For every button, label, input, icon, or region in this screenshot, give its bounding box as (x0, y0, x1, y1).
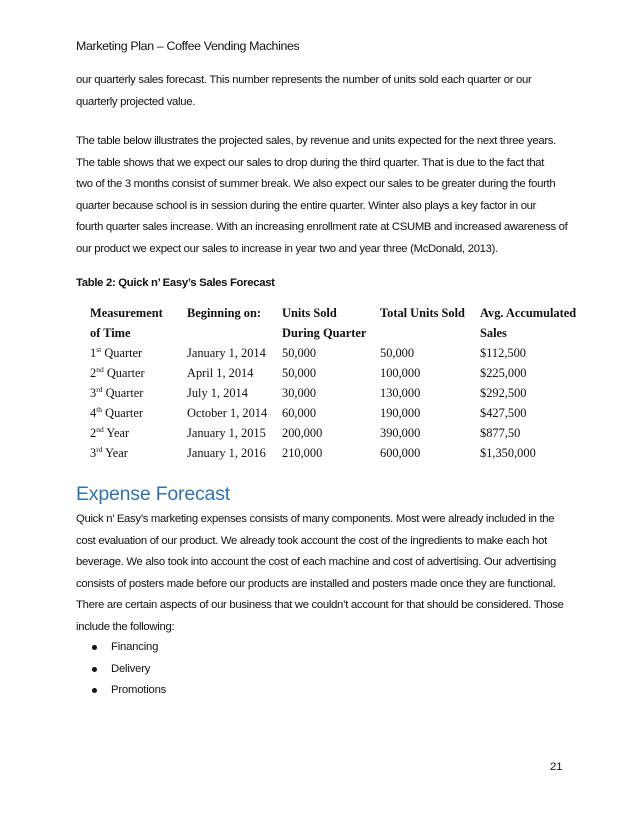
table-header-row (90, 303, 590, 343)
header-cell: Avg. Accumulated Sales (480, 306, 577, 340)
table-row (90, 383, 590, 403)
header-cell: Total Units Sold (380, 306, 465, 320)
text-line: quarter because school is in session during the entire quarter. Winter also plays a key factor in our (76, 199, 537, 212)
total-cell: 390,000 (380, 425, 421, 440)
beginning-cell: July 1, 2014 (187, 385, 248, 400)
units-cell: 30,000 (282, 385, 317, 400)
bullet-icon (92, 645, 97, 650)
text-line: The table below illustrates the projected sales, by revenue and units expected for the next three years. (76, 135, 556, 147)
sales-forecast-table (90, 303, 590, 463)
table-caption: Table 2: Quick n’ Easy’s Sales Forecast (76, 277, 275, 289)
period-cell: 2nd Year (90, 424, 130, 440)
header-cell: Units Sold During Quarter (282, 306, 367, 340)
text-line: include the following: (76, 620, 175, 633)
total-cell: 190,000 (380, 405, 421, 420)
text-line: beverage. We also took into account the cost of each machine and cost of advertising. Our advertising (76, 556, 557, 569)
units-cell: 50,000 (282, 365, 317, 380)
bullet-icon (92, 688, 97, 693)
intro-paragraph (76, 70, 568, 113)
beginning-cell: October 1, 2014 (187, 405, 268, 420)
units-cell: 210,000 (282, 445, 323, 460)
list-item: Promotions (92, 680, 166, 702)
sales-cell: $225,000 (480, 365, 527, 380)
beginning-cell: January 1, 2014 (187, 345, 266, 360)
period-cell: 1st Quarter (90, 344, 143, 360)
sales-cell: $1,350,000 (480, 445, 536, 460)
list-item: Financing (92, 637, 166, 659)
text-line: consists of posters made before our products are installed and posters made once they are functional. (76, 577, 556, 590)
text-line: fourth quarter sales increase. With an increasing enrollment rate at CSUMB and increased awareness of (76, 221, 568, 234)
bullet-icon (92, 667, 97, 672)
period-cell: 3rd Quarter (90, 384, 144, 400)
units-cell: 60,000 (282, 405, 317, 420)
sales-cell: $112,500 (480, 345, 527, 360)
page-header: Marketing Plan – Coffee Vending Machines (76, 39, 300, 53)
period-cell: 4th Quarter (90, 404, 143, 420)
text-line: cost evaluation of our product. We already took account the cost of the ingredients to make each hot (76, 534, 547, 547)
units-cell: 200,000 (282, 425, 323, 440)
beginning-cell: January 1, 2016 (187, 445, 266, 460)
sales-cell: $877,50 (480, 425, 521, 440)
beginning-cell: April 1, 2014 (187, 365, 254, 380)
header-cell: Beginning on: (187, 306, 262, 320)
table-row (90, 403, 590, 423)
table-row (90, 423, 590, 443)
total-cell: 50,000 (380, 345, 415, 360)
section-heading: Expense Forecast (76, 483, 230, 505)
beginning-cell: January 1, 2015 (187, 425, 266, 440)
table-row (90, 443, 590, 463)
text-line: quarterly projected value. (76, 95, 196, 108)
period-cell: 3rd Year (90, 444, 128, 460)
sales-cell: $292,500 (480, 385, 527, 400)
text-line: our quarterly sales forecast. This number represents the number of units sold each quarter or our (76, 74, 532, 86)
period-cell: 2nd Quarter (90, 364, 145, 380)
text-line: two of the 3 months consist of summer break. We also expect our sales to be greater during the fourth (76, 178, 556, 191)
table-row (90, 363, 590, 383)
list-item: Delivery (92, 659, 166, 681)
text-line: There are certain aspects of our business that we couldn’t account for that should be considered. Those (76, 599, 564, 612)
text-line: our product we expect our sales to increase in year two and year three (McDonald, 2013). (76, 242, 498, 255)
total-cell: 600,000 (380, 445, 421, 460)
sales-cell: $427,500 (480, 405, 527, 420)
table-row (90, 343, 590, 363)
units-cell: 50,000 (282, 345, 317, 360)
total-cell: 100,000 (380, 365, 421, 380)
expense-paragraph (76, 509, 568, 639)
header-cell: Measurement of Time (90, 306, 163, 340)
text-line: The table shows that we expect our sales to drop during the third quarter. That is due to the fact that (76, 156, 545, 169)
page-number: 21 (550, 761, 563, 773)
expense-bullet-list (92, 637, 166, 702)
text-line: Quick n’ Easy’s marketing expenses consists of many components. Most were already included in the (76, 513, 555, 525)
table-description-paragraph (76, 131, 568, 261)
total-cell: 130,000 (380, 385, 421, 400)
